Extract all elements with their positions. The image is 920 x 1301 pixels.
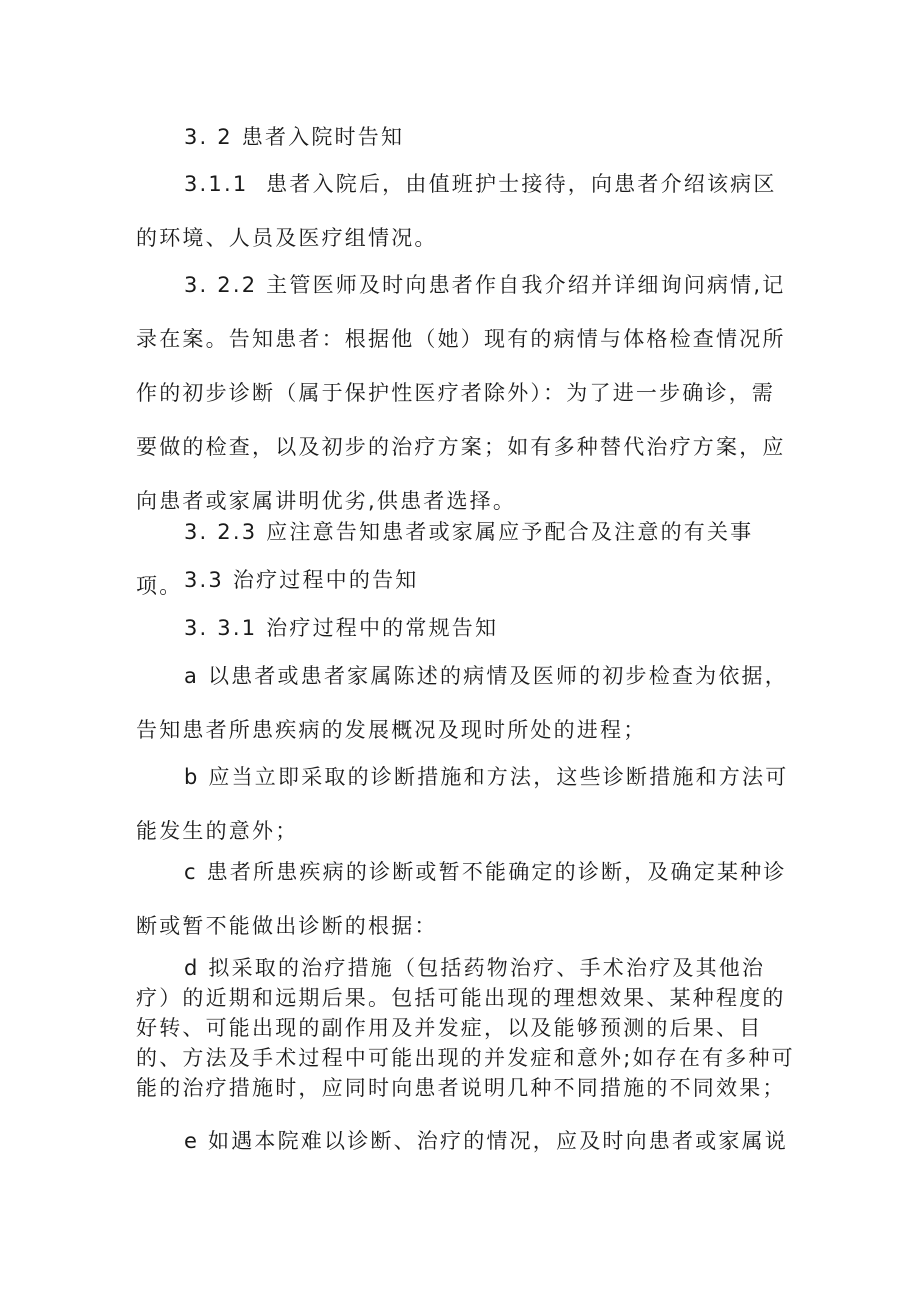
list-item-c: c 患者所患疾病的诊断或暂不能确定的诊断，及确定某种诊断或暂不能做出诊断的根据： [136, 860, 787, 938]
section-heading-3-3: 3.3 治疗过程中的告知 [184, 568, 419, 592]
paragraph-3-2-2: 3. 2.2 主管医师及时向患者作自我介绍并详细询问病情,记录在案。告知患者：根据他（她）现有的病情与体格检查情况所作的初步诊断（属于保护性医疗者除外）：为了进一步确诊，需要做的检查，以及初步的治疗方案；如有多种替代治疗方案，应向患者或家属讲明优劣,供患者选择。 [136, 273, 786, 513]
section-heading-3-2: 3. 2 患者入院时告知 [184, 125, 405, 149]
paragraph-3-1-1: 3.1.1 患者入院后，由值班护士接待，向患者介绍该病区的环境、人员及医疗组情况。 [136, 172, 777, 250]
paragraph-3-2-3: 3. 2.3 应注意告知患者或家属应予配合及注意的有关事项。 [136, 520, 754, 598]
list-item-d: d 拟采取的治疗措施（包括药物治疗、手术治疗及其他治疗）的近期和远期后果。包括可能出现的理想效果、某种程度的好转、可能出现的副作用及并发症，以及能够预测的后果、目的、方法及手术过程中可能出现的并发症和意外;如存在有多种可能的治疗措施时，应同时向患者说明几种不同措施的不同效果； [136, 956, 795, 1100]
list-item-b: b 应当立即采取的诊断措施和方法，这些诊断措施和方法可能发生的意外； [136, 765, 789, 843]
list-item-e: e 如遇本院难以诊断、治疗的情况，应及时向患者或家属说 [184, 1129, 788, 1153]
subsection-heading-3-3-1: 3. 3.1 治疗过程中的常规告知 [184, 616, 499, 640]
list-item-a: a 以患者或患者家属陈述的病情及医师的初步检查为依据，告知患者所患疾病的发展概况及现时所处的进程； [136, 664, 788, 742]
